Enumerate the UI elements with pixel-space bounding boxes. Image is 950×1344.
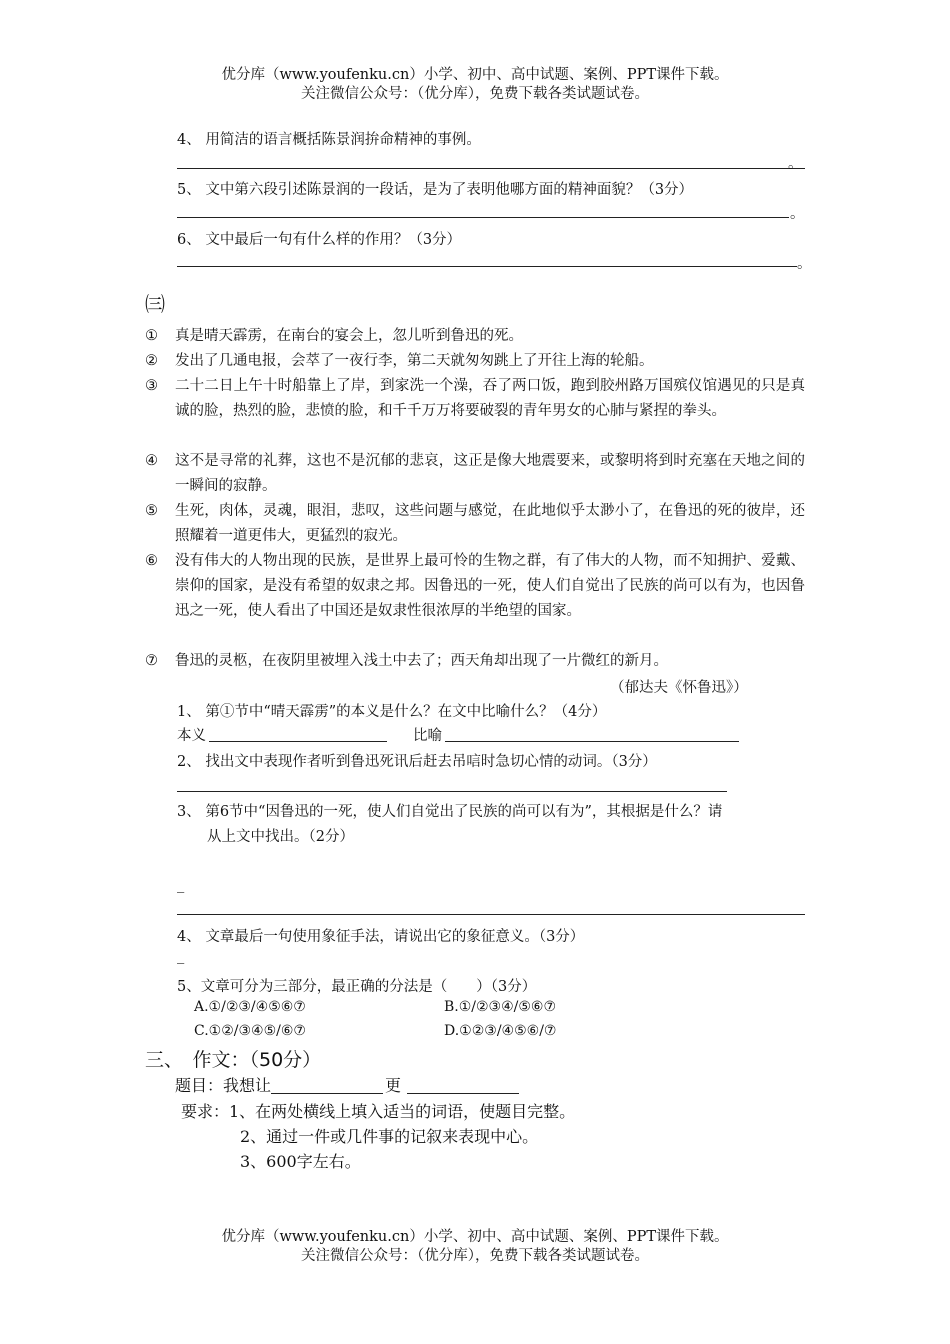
question-6: 6、 文中最后一句有什么样的作用？（3分） [177,232,462,248]
topic-label: 题目：我想让 [175,1076,272,1095]
label-benyi: 本义 [177,728,206,744]
dash: _ [177,948,185,964]
s3-question-3-line1: 3、 第6节中“因鲁迅的一死，使人们自觉出了民族的尚可以有为”，其根据是什么？请 [177,804,723,820]
paragraph-text: 真是晴天霹雳，在南台的宴会上，忽儿听到鲁迅的死。 [175,328,523,344]
option-b[interactable]: B.①/②③④/⑤⑥⑦ [444,999,557,1015]
s3-question-4: 4、 文章最后一句使用象征手法，请说出它的象征意义。（3分） [177,929,585,945]
topic-blank-1[interactable] [271,1093,383,1094]
answer-line-benyi[interactable] [209,741,387,742]
question-5: 5、 文中第六段引述陈景润的一段话，是为了表明他哪方面的精神面貌？（3分） [177,182,694,198]
composition-heading: 三、 作文：（50分） [145,1049,322,1071]
answer-line[interactable] [177,266,797,267]
period: 。 [788,156,803,172]
requirement-3: 3、600字左右。 [240,1152,361,1171]
period: 。 [797,256,812,272]
paragraph-number: ① [145,328,158,344]
paragraph-number: ⑥ [145,553,158,569]
s3-question-5: 5、文章可分为三部分，最正确的分法是（ ）（3分） [177,979,537,995]
paragraph-text: 没有伟大的人物出现的民族，是世界上最可怜的生物之群，有了伟大的人物，而不知拥护、爱戴、崇仰的国家，是没有希望的奴隶之邦。因鲁迅的一死，使人们自觉出了民族的尚可以有为，也因鲁迅之一死，使人看出了中国还是奴隶性很浓厚的半绝望的国家。 [175,553,805,619]
s3-question-3-line2: 从上文中找出。（2分） [207,829,354,845]
paragraph-number: ⑦ [145,653,158,669]
option-c[interactable]: C.①②/③④⑤/⑥⑦ [194,1023,306,1039]
answer-line[interactable] [177,914,805,915]
header-line-2: 关注微信公众号：（优分库），免费下载各类试题试卷。 [301,86,649,102]
period: 。 [790,206,805,222]
label-biyu: 比喻 [413,728,442,744]
topic-connector: 更 [385,1076,402,1095]
paragraph-text: 二十二日上午十时船靠上了岸，到家洗一个澡，吞了两口饭，跑到胶州路万国殡仪馆遇见的只是真诚的脸，热烈的脸，悲愤的脸，和千千万万将要破裂的青年男女的心肺与紧捏的拳头。 [175,378,805,419]
option-a[interactable]: A.①/②③/④⑤⑥⑦ [194,999,306,1015]
dash: _ [177,877,185,893]
question-4: 4、 用简洁的语言概括陈景润拚命精神的事例。 [177,132,481,148]
answer-line-biyu[interactable] [445,741,739,742]
requirement-1: 要求：1、在两处横线上填入适当的词语，使题目完整。 [181,1102,576,1121]
paragraph-number: ⑤ [145,503,158,519]
answer-line[interactable] [177,217,789,218]
s3-question-2: 2、 找出文中表现作者听到鲁迅死讯后赶去吊唁时急切心情的动词。（3分） [177,754,657,770]
answer-line[interactable] [177,791,727,792]
header-line-1: 优分库（www.youfenku.cn）小学、初中、高中试题、案例、PPT课件下载。 [221,67,729,83]
footer-line-2: 关注微信公众号：（优分库），免费下载各类试题试卷。 [301,1248,649,1264]
requirement-2: 2、通过一件或几件事的记叙来表现中心。 [240,1127,539,1146]
paragraph-number: ③ [145,378,158,394]
option-d[interactable]: D.①②③/④⑤⑥/⑦ [444,1023,557,1039]
footer-line-1: 优分库（www.youfenku.cn）小学、初中、高中试题、案例、PPT课件下载。 [221,1229,729,1245]
paragraph-number: ④ [145,453,158,469]
paragraph-text: 鲁迅的灵柩，在夜阴里被埋入浅土中去了；西天角却出现了一片微红的新月。 [175,653,668,669]
paragraph-text: 生死，肉体，灵魂，眼泪，悲叹，这些问题与感觉，在此地似乎太渺小了，在鲁迅的死的彼岸，还照耀着一道更伟大，更猛烈的寂光。 [175,503,805,544]
source-citation: （郁达夫《怀鲁迅》） [610,680,748,696]
s3-question-1: 1、 第①节中“晴天霹雳”的本义是什么？在文中比喻什么？（4分） [177,704,607,720]
paragraph-text: 发出了几通电报，会萃了一夜行李，第二天就匆匆跳上了开往上海的轮船。 [175,353,654,369]
section-3-title: ㈢ [145,292,165,316]
paragraph-number: ② [145,353,158,369]
paragraph-text: 这不是寻常的礼葬，这也不是沉郁的悲哀，这正是像大地震要来，或黎明将到时充塞在天地之间的一瞬间的寂静。 [175,453,805,494]
answer-line[interactable] [177,168,805,169]
topic-blank-2[interactable] [407,1093,519,1094]
